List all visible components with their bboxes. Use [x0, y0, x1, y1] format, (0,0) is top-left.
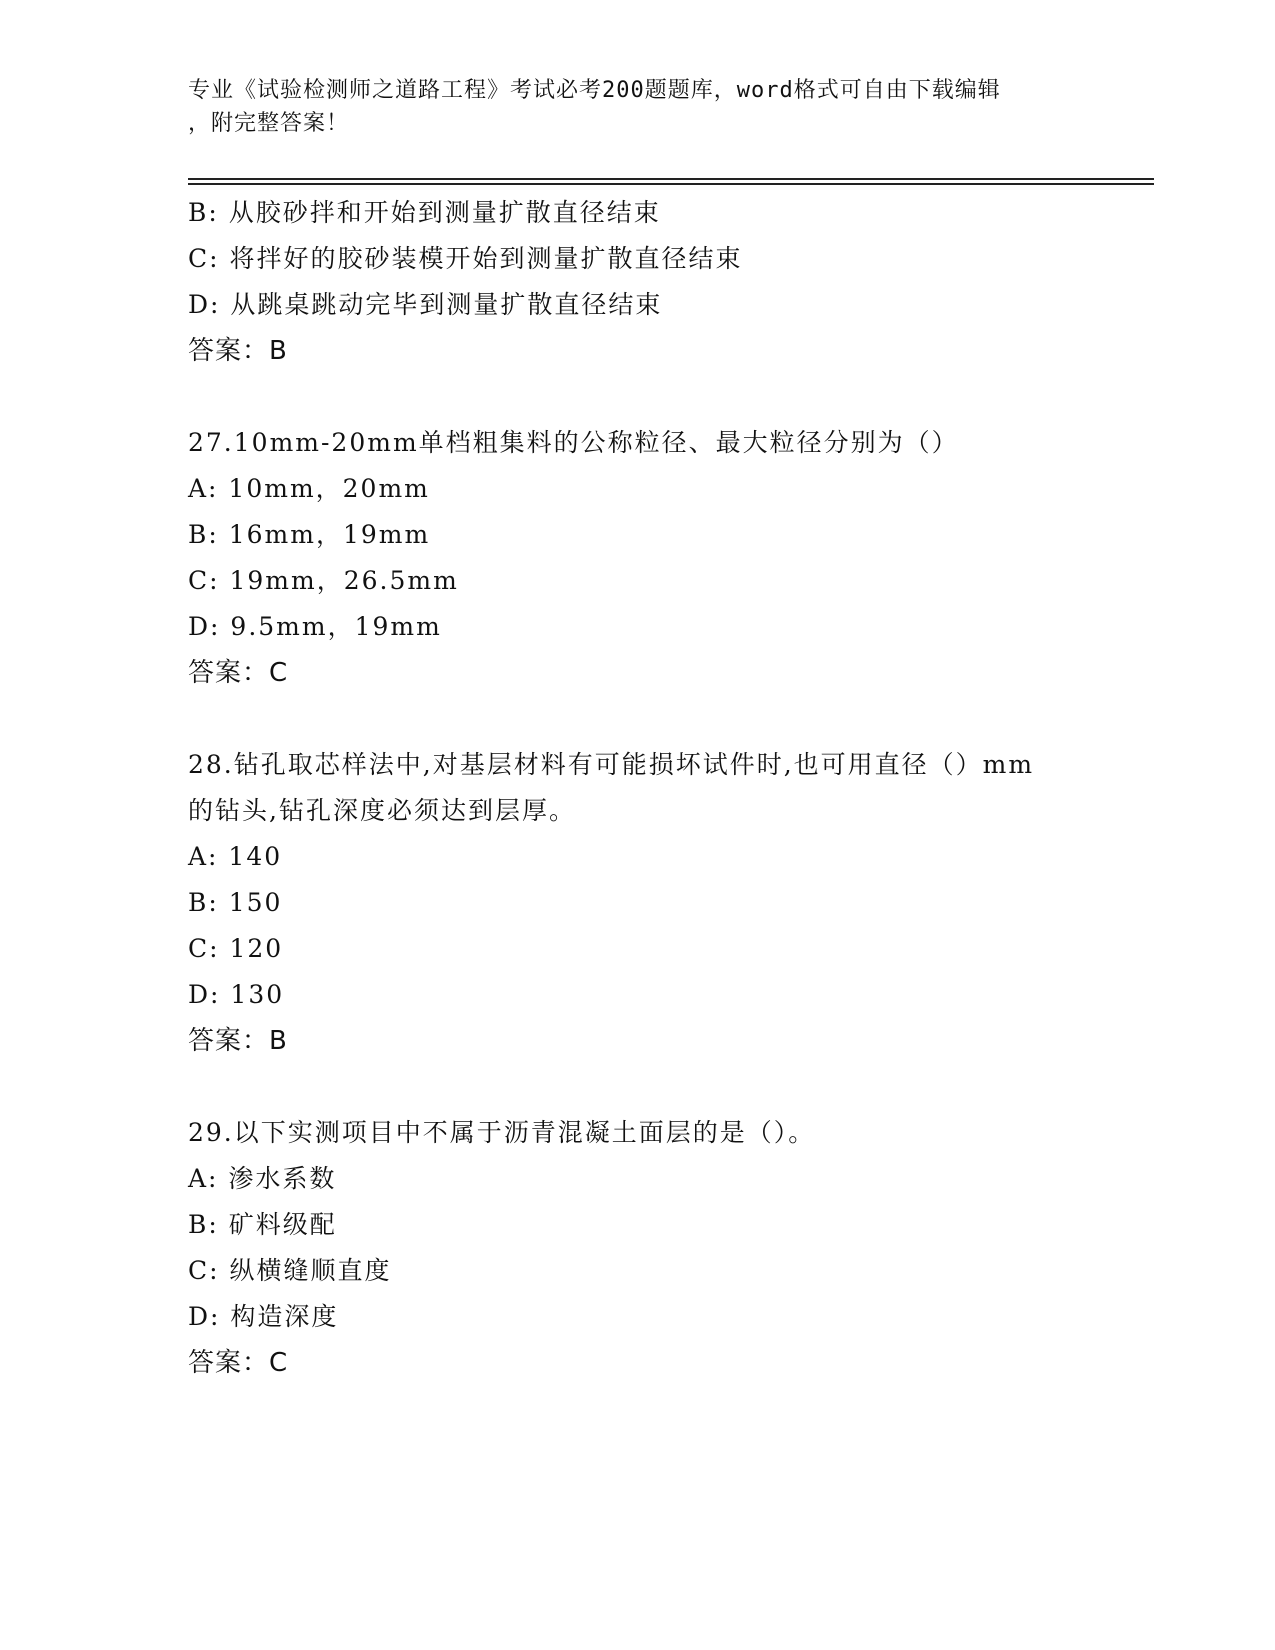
option-a: A: 140 — [188, 842, 283, 871]
option-a: A: 10mm，20mm — [188, 474, 430, 503]
answer-line: 答案：C — [188, 1348, 289, 1378]
question-text-line-2: 的钻头,钻孔深度必须达到层厚。 — [188, 796, 576, 825]
option-d: D: 9.5mm，19mm — [188, 612, 442, 641]
document-header — [188, 74, 1088, 140]
header-divider-bottom — [188, 183, 1154, 185]
header-title-line-1: 专业《试验检测师之道路工程》考试必考200题题库，word格式可自由下载编辑 — [188, 78, 1001, 103]
question-text: 29.以下实测项目中不属于沥青混凝土面层的是（）。 — [188, 1118, 816, 1147]
question-29 — [188, 1110, 1088, 1386]
question-text: 27.10mm-20mm单档粗集料的公称粒径、最大粒径分别为（） — [188, 428, 959, 457]
answer-line: 答案：B — [188, 1026, 288, 1056]
question-26-continued — [188, 190, 1088, 374]
question-text-line-1: 28.钻孔取芯样法中,对基层材料有可能损坏试件时,也可用直径（）mm — [188, 750, 1035, 779]
option-c: C: 120 — [188, 934, 284, 963]
question-27 — [188, 420, 1088, 696]
option-a: A: 渗水系数 — [188, 1164, 337, 1193]
question-list — [188, 190, 1088, 1386]
option-b: B: 150 — [188, 888, 283, 917]
option-b: B: 矿料级配 — [188, 1210, 337, 1239]
option-d: D: 构造深度 — [188, 1302, 339, 1331]
question-28 — [188, 742, 1088, 1064]
header-title-line-2: ，附完整答案！ — [188, 111, 350, 136]
option-c: C: 19mm，26.5mm — [188, 566, 459, 595]
option-d: D: 130 — [188, 980, 285, 1009]
option-b: B: 从胶砂拌和开始到测量扩散直径结束 — [188, 198, 661, 227]
header-divider-top — [188, 178, 1154, 180]
answer-line: 答案：C — [188, 658, 289, 688]
option-d: D: 从跳桌跳动完毕到测量扩散直径结束 — [188, 290, 663, 319]
option-b: B: 16mm，19mm — [188, 520, 431, 549]
answer-line: 答案：B — [188, 336, 288, 366]
option-c: C: 纵横缝顺直度 — [188, 1256, 392, 1285]
option-c: C: 将拌好的胶砂装模开始到测量扩散直径结束 — [188, 244, 743, 273]
